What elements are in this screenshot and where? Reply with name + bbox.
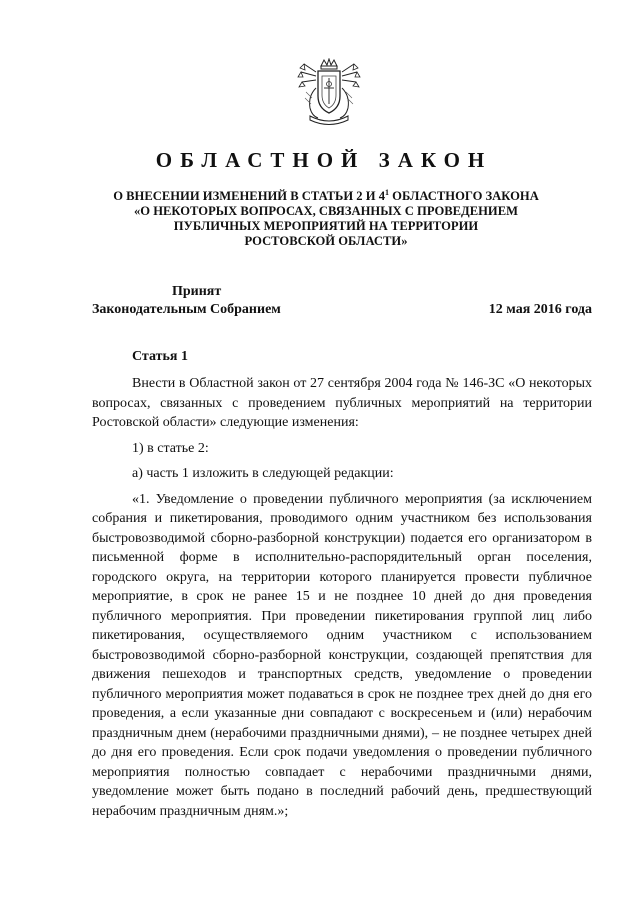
adoption-block	[92, 283, 592, 319]
adoption-label: Принят	[172, 284, 222, 299]
adoption-date: 12 мая 2016 года	[488, 302, 592, 317]
paragraph: «1. Уведомление о проведении публичного мероприятия (за исключением собрания и пикетирования, проводимого одним участником без использования быстровозводимой сборно-разборной конструкции) подается его организатором в письменной форме в исполнительно-распорядительный орган поселения, городского округа, на территории которого планируется провести публичное мероприятие, в срок не ранее 15 и не позднее 10 дней до дня проведения публичного мероприятия. При проведении пикетирования группой лиц либо пикетирования, осуществляемого одним участником с использованием быстровозводимой сборно-разборной конструкции, создающей препятствия для движения пешеходов и транспортных средств, уведомление о проведении публичного мероприятия может подаваться в срок не позднее трех дней до дня его проведения, а если указанные дни совпадают с воскресеньем и (или) нерабочим праздничным днем (нерабочими праздничными днями), – не позднее четырех дней до дня его проведения. Если срок подачи уведомления о проведении публичного мероприятия полностью совпадает с нерабочими праздничными днями, уведомление может быть подано в последний рабочий день, предшествующий нерабочим праздничным дням.»;	[92, 491, 592, 819]
subtitle-line-4: РОСТОВСКОЙ ОБЛАСТИ»	[244, 234, 408, 248]
article-body	[92, 374, 592, 821]
subtitle-line-1-main: О ВНЕСЕНИИ ИЗМЕНЕНИЙ В СТАТЬИ 2 И 4	[113, 189, 385, 203]
law-title: ОБЛАСТНОЙ ЗАКОН	[155, 148, 493, 172]
law-subtitle	[96, 189, 556, 249]
paragraph: а) часть 1 изложить в следующей редакции:	[132, 466, 394, 481]
paragraph: 1) в статье 2:	[132, 440, 209, 456]
adoption-body: Законодательным Собранием	[92, 302, 281, 317]
article-heading: Статья 1	[132, 349, 188, 364]
subtitle-line-2: «О НЕКОТОРЫХ ВОПРОСАХ, СВЯЗАННЫХ С ПРОВЕДЕНИЕМ	[134, 204, 518, 218]
paragraph: Внести в Областной закон от 27 сентября 2004 года № 146-ЗС «О некоторых вопросах, связанных с проведением публичных мероприятий на территории Ростовской области» следующие изменения:	[92, 376, 592, 430]
subtitle-line-1-end: ОБЛАСТНОГО ЗАКОНА	[389, 189, 539, 203]
coat-of-arms-icon	[296, 58, 362, 126]
article-superscript: 1	[385, 187, 389, 197]
subtitle-line-1	[96, 189, 556, 204]
subtitle-line-3: ПУБЛИЧНЫХ МЕРОПРИЯТИЙ НА ТЕРРИТОРИИ	[173, 219, 479, 233]
